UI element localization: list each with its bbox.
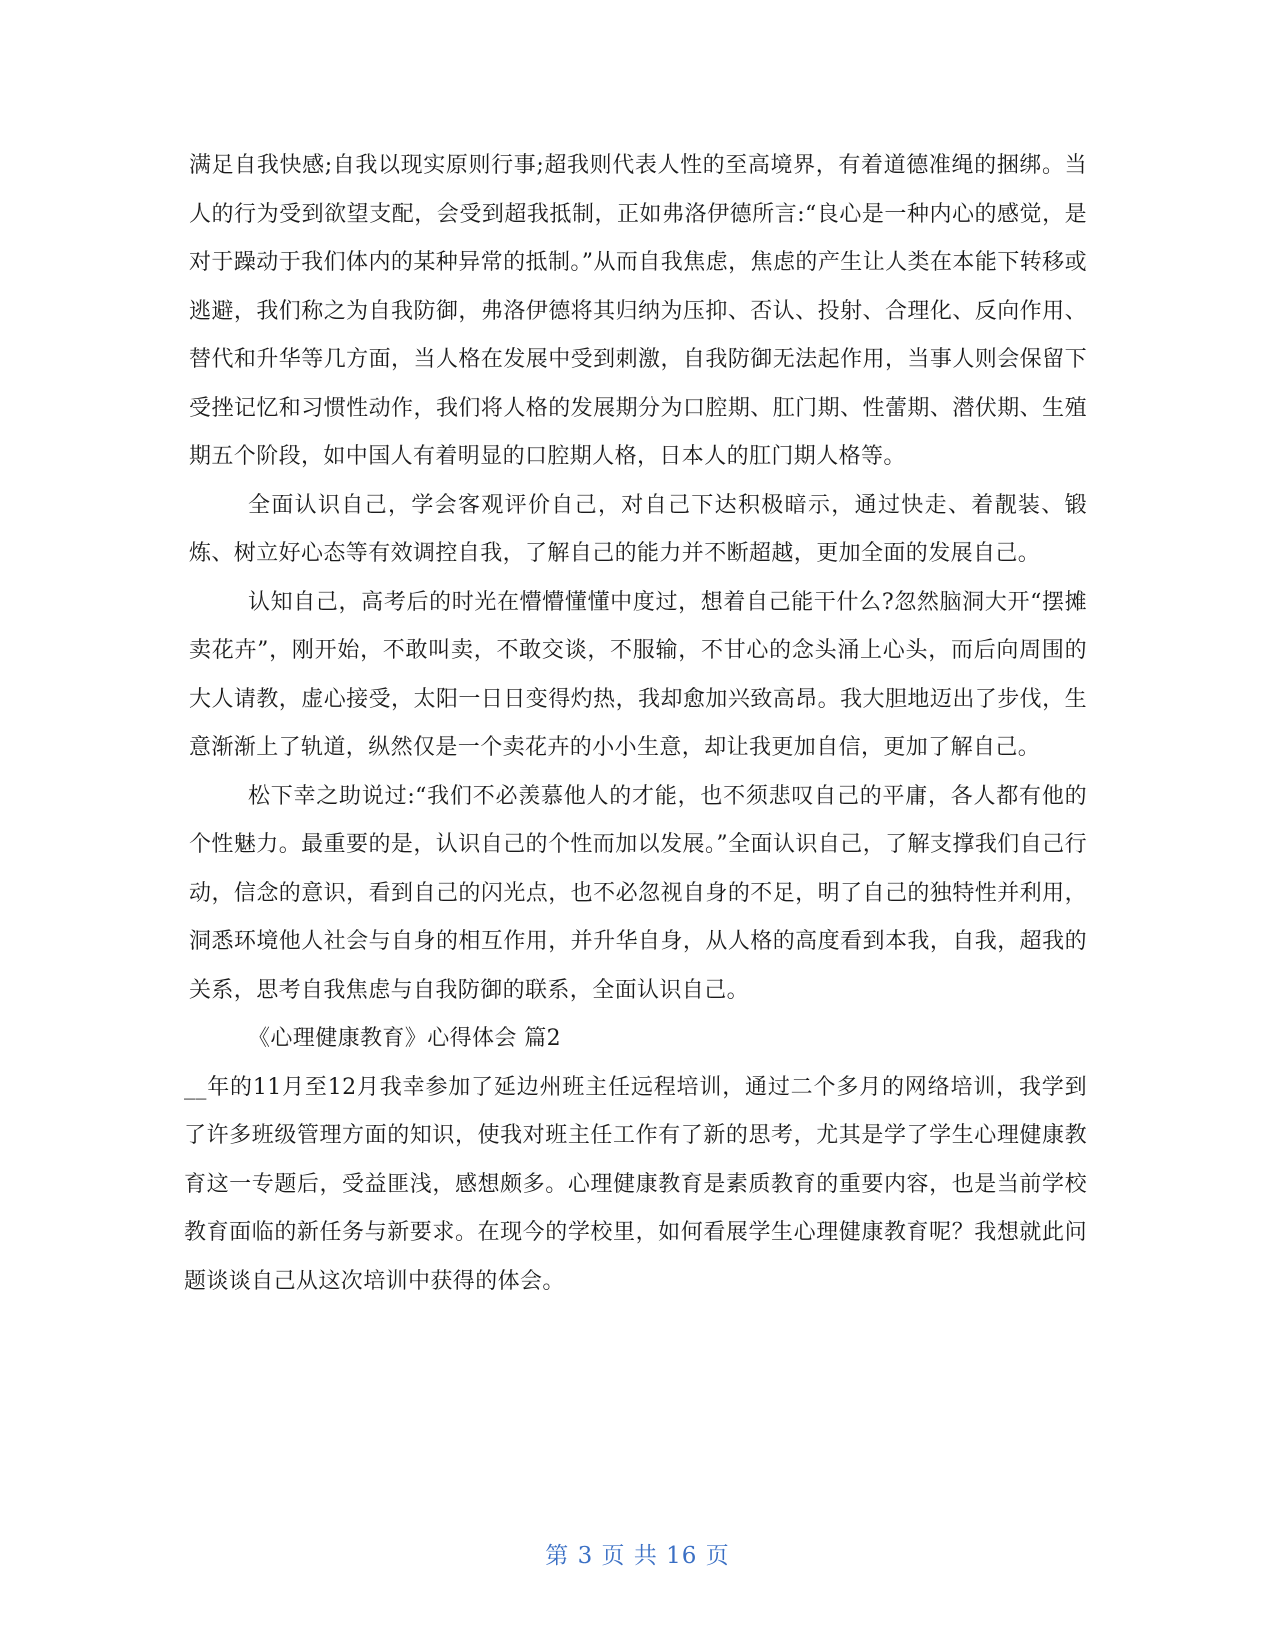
section-heading: 《心理健康教育》心得体会 篇2 bbox=[248, 1026, 561, 1051]
paragraph-flower-stall: 认知自己，高考后的时光在懵懵懂懂中度过，想着自己能干什么?忽然脑洞大开“摆摊卖花卉”，刚开始，不敢叫卖，不敢交谈，不服输，不甘心的念头涌上心头，而后向周围的大人请教，虚心接受，太阳一日日变得灼热，我却愈加兴致高昂。我大胆地迈出了步伐，生意渐渐上了轨道，纵然仅是一个卖花卉的小小生意，却让我更加自信，更加了解自己。 bbox=[189, 589, 1087, 760]
document-body bbox=[184, 142, 1087, 1306]
paragraph-matsushita-quote: 松下幸之助说过:“我们不必羡慕他人的才能，也不须悲叹自己的平庸，各人都有他的个性魅力。最重要的是，认识自己的个性而加以发展。”全面认识自己，了解支撑我们自己行动，信念的意识，看到自己的闪光点，也不必忽视自身的不足，明了自己的独特性并利用，洞悉环境他人社会与自身的相互作用，并升华自身，从人格的高度看到本我，自我，超我的关系，思考自我焦虑与自我防御的联系，全面认识自己。 bbox=[189, 783, 1087, 1003]
paragraph-teacher-training: __年的11月至12月我幸参加了延边州班主任远程培训，通过二个多月的网络培训，我学到了许多班级管理方面的知识，使我对班主任工作有了新的思考，尤其是学了学生心理健康教育这一专题后，受益匪浅，感想颇多。心理健康教育是素质教育的重要内容，也是当前学校教育面临的新任务与新要求。在现今的学校里，如何看展学生心理健康教育呢？我想就此问题谈谈自己从这次培训中获得的体会。 bbox=[184, 1074, 1087, 1294]
paragraph-freud-theory: 满足自我快感;自我以现实原则行事;超我则代表人性的至高境界，有着道德准绳的捆绑。当人的行为受到欲望支配，会受到超我抵制，正如弗洛伊德所言:“良心是一种内心的感觉，是对于躁动于我们体内的某种异常的抵制。”从而自我焦虑，焦虑的产生让人类在本能下转移或逃避，我们称之为自我防御，弗洛伊德将其归纳为压抑、否认、投射、合理化、反向作用、替代和升华等几方面，当人格在发展中受到刺激，自我防御无法起作用，当事人则会保留下受挫记忆和习惯性动作，我们将人格的发展期分为口腔期、肛门期、性蕾期、潜伏期、生殖期五个阶段，如中国人有着明显的口腔期人格，日本人的肛门期人格等。 bbox=[189, 153, 1087, 469]
paragraph-know-yourself: 全面认识自己，学会客观评价自己，对自己下达积极暗示，通过快走、着靓装、锻炼、树立好心态等有效调控自我，了解自己的能力并不断超越，更加全面的发展自己。 bbox=[189, 492, 1087, 566]
page-number-footer: 第 3 页 共 16 页 bbox=[545, 1543, 730, 1569]
